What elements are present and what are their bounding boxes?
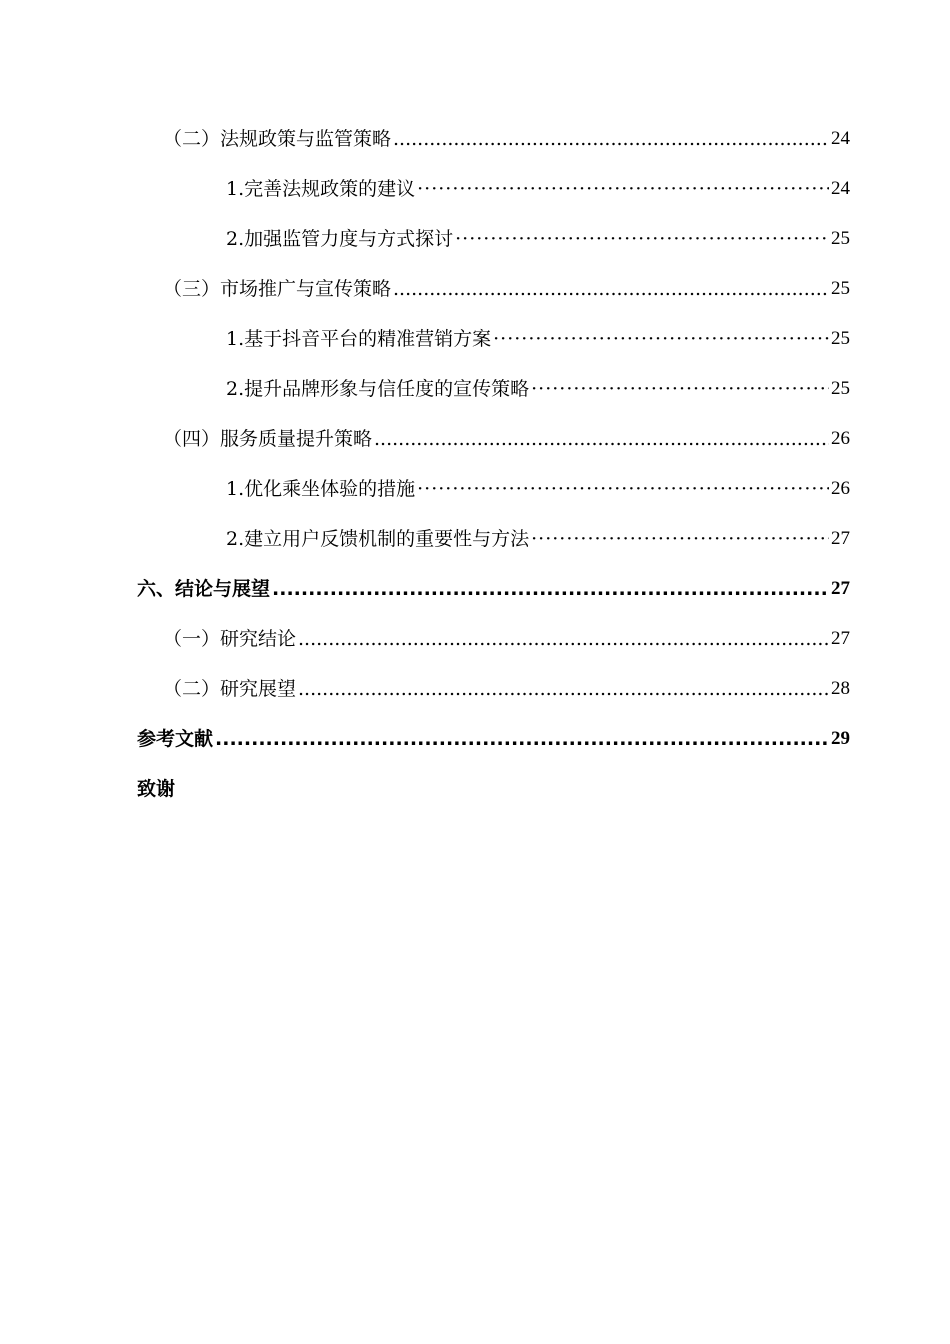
toc-entry-title: 六、结论与展望 bbox=[137, 578, 271, 600]
toc-leader bbox=[493, 314, 829, 364]
toc-entry-page: 29 bbox=[831, 728, 850, 749]
toc-entry-title: 2.加强监管力度与方式探讨 bbox=[226, 228, 454, 250]
toc-entry-page: 28 bbox=[831, 678, 850, 699]
toc-entry-page: 27 bbox=[831, 628, 850, 649]
toc-entry[interactable] bbox=[0, 314, 950, 364]
table-of-contents bbox=[0, 114, 950, 814]
toc-leader bbox=[393, 264, 829, 314]
toc-entry-page: 27 bbox=[831, 528, 850, 549]
toc-entry-title: 致谢 bbox=[137, 778, 176, 800]
toc-entry[interactable] bbox=[0, 564, 950, 614]
toc-entry-title: 1.完善法规政策的建议 bbox=[226, 178, 416, 200]
toc-entry-title: （二）研究展望 bbox=[163, 678, 297, 700]
toc-entry-title: （一）研究结论 bbox=[163, 628, 297, 650]
toc-entry-title: （二）法规政策与监管策略 bbox=[163, 128, 392, 150]
toc-entry[interactable] bbox=[0, 464, 950, 514]
toc-leader bbox=[374, 414, 829, 464]
toc-entry-title: 1.基于抖音平台的精准营销方案 bbox=[226, 328, 492, 350]
toc-leader bbox=[272, 564, 829, 614]
toc-leader bbox=[531, 364, 829, 414]
toc-entry-title: 2.建立用户反馈机制的重要性与方法 bbox=[226, 528, 530, 550]
toc-entry[interactable] bbox=[0, 714, 950, 764]
toc-entry-title: 参考文献 bbox=[137, 728, 214, 750]
toc-leader bbox=[215, 714, 829, 764]
toc-entry-page: 24 bbox=[831, 128, 850, 149]
toc-leader bbox=[298, 664, 829, 714]
toc-entry[interactable] bbox=[0, 364, 950, 414]
toc-leader bbox=[531, 514, 829, 564]
toc-entry[interactable] bbox=[0, 414, 950, 464]
toc-leader bbox=[417, 464, 829, 514]
toc-entry-page: 25 bbox=[831, 378, 850, 399]
toc-entry-title: （三）市场推广与宣传策略 bbox=[163, 278, 392, 300]
toc-entry[interactable] bbox=[0, 264, 950, 314]
toc-entry[interactable] bbox=[0, 114, 950, 164]
toc-entry-page: 26 bbox=[831, 478, 850, 499]
toc-entry-title: 1.优化乘坐体验的措施 bbox=[226, 478, 416, 500]
toc-entry-page: 25 bbox=[831, 278, 850, 299]
toc-leader bbox=[393, 114, 829, 164]
toc-entry[interactable] bbox=[0, 164, 950, 214]
toc-entry[interactable] bbox=[0, 214, 950, 264]
toc-entry[interactable] bbox=[0, 614, 950, 664]
toc-entry-page: 25 bbox=[831, 328, 850, 349]
toc-entry-page: 27 bbox=[831, 578, 850, 599]
toc-leader bbox=[455, 214, 829, 264]
toc-entry[interactable] bbox=[0, 514, 950, 564]
toc-entry-title: 2.提升品牌形象与信任度的宣传策略 bbox=[226, 378, 530, 400]
toc-entry-page: 26 bbox=[831, 428, 850, 449]
toc-entry-page: 25 bbox=[831, 228, 850, 249]
toc-entry-title: （四）服务质量提升策略 bbox=[163, 428, 373, 450]
toc-leader bbox=[298, 614, 829, 664]
toc-entry[interactable] bbox=[0, 764, 950, 814]
toc-entry-page: 24 bbox=[831, 178, 850, 199]
toc-leader bbox=[417, 164, 829, 214]
toc-entry[interactable] bbox=[0, 664, 950, 714]
